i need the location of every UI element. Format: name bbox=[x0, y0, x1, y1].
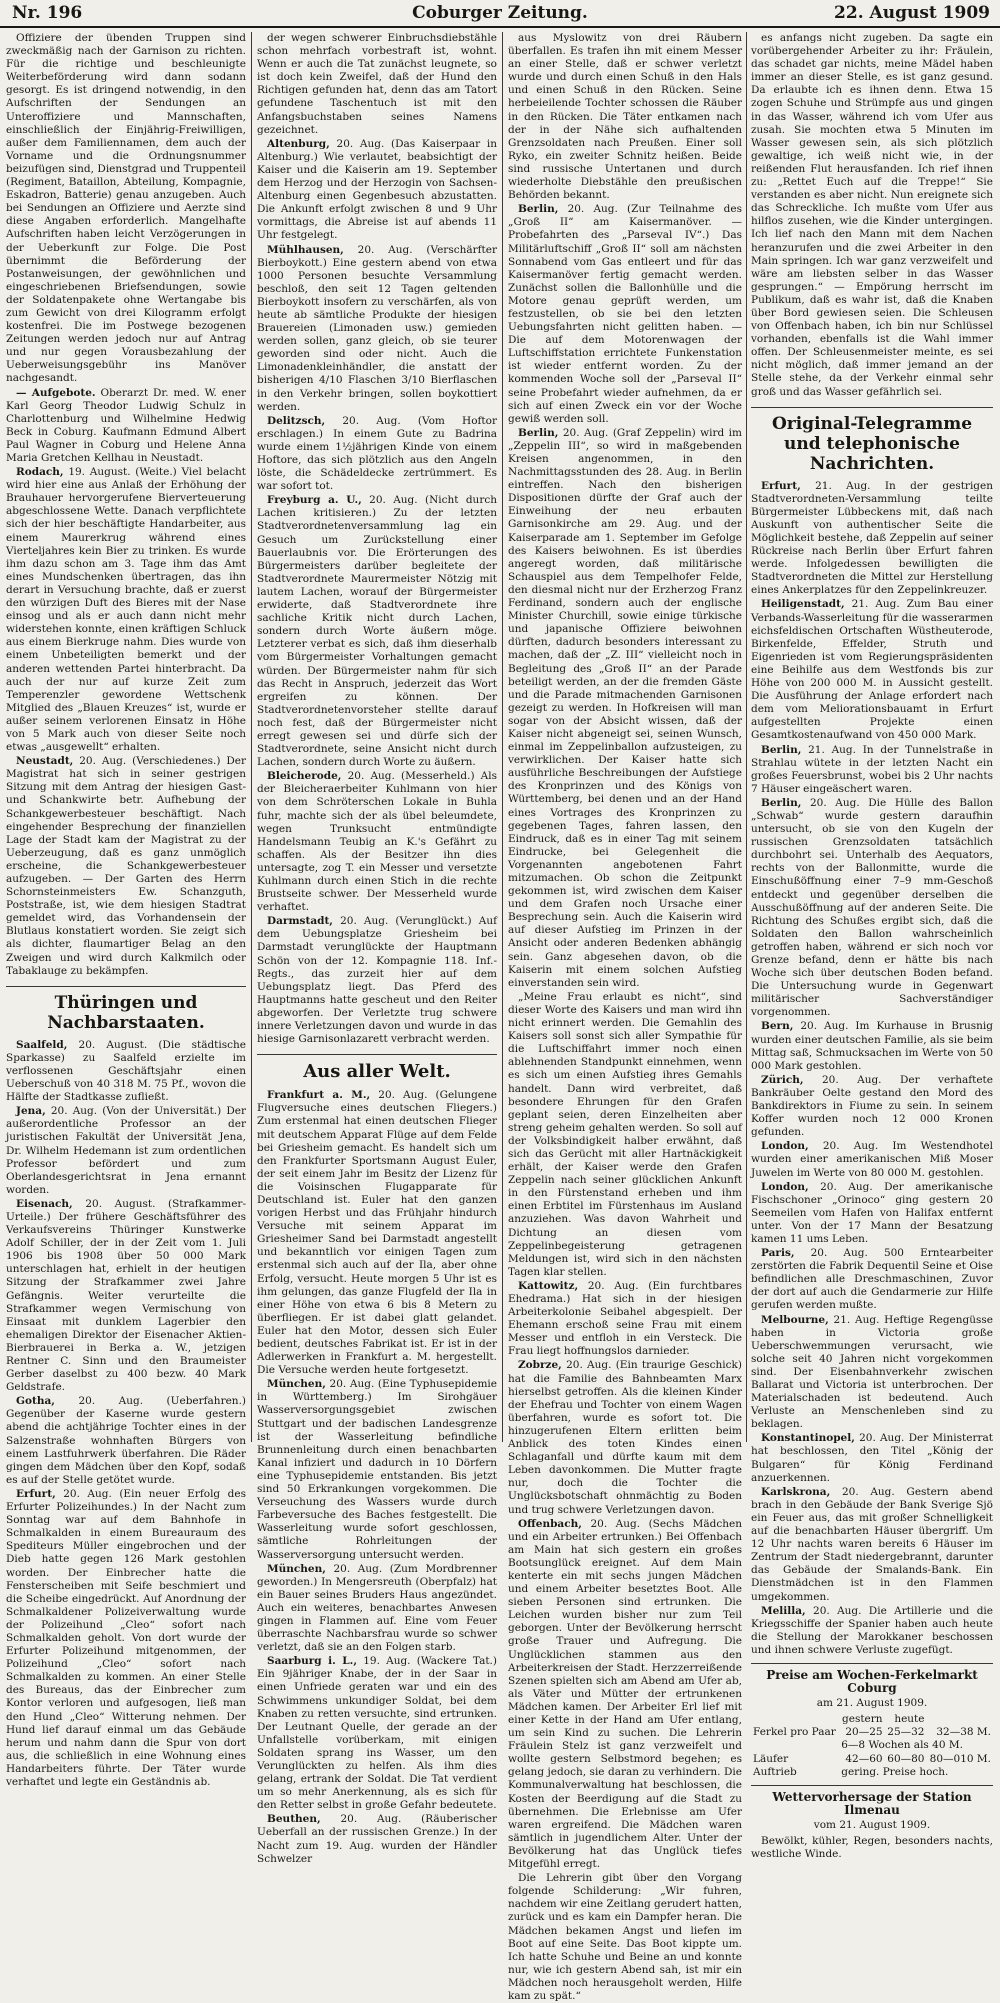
article-paragraph bbox=[257, 415, 497, 494]
article-dateline: Darmstadt, bbox=[267, 915, 333, 928]
article-paragraph bbox=[6, 755, 246, 978]
section-heading-thueringen: Thüringen und Nachbarstaaten. bbox=[6, 986, 246, 1033]
article-dateline: Erfurt, bbox=[761, 479, 801, 492]
article-paragraph bbox=[751, 1314, 993, 1432]
table-header-cell bbox=[927, 1713, 994, 1726]
issue-date: 22. August 1909 bbox=[834, 3, 990, 23]
article-text: 20. Aug. (Zur Teilnahme des „Groß II“ am Kaisermanöver. — Probefahrten des „Parseval IV“.) Das Militärluftschiff „Groß II“ soll am nächsten Sonnabend vom Gas entleert und für das Kaisermanöver fertig gemacht werden. Zunächst sollen die Ballonhülle und die Motore genau geprüft werden, um festzustellen, ob sie bei den letzten Uebungsfahrten nicht gelitten haben. — Die auf dem Motorenwagen der Luftschiffstation errichtete Funkenstation ist wieder entfernt worden. Zu der kommenden Woche soll der „Parseval II“ seine Probefahrt wieder aufnehmen, da er sich auf einen Zweck ein vor der Woche gewiß werden soll. bbox=[508, 203, 742, 425]
article-text: 21. Aug. Zum Bau einer Verbands-Wasserleitung für die wasserarmen eichsfeldischen Ortschaften Wüstheuterode, Birkenfelde, Effelder, Struth und Eigenrieden ist vom Regierungspräsidenten eine Beihilfe aus dem Westfonds bis zur Höhe von 200 000 M. in Aussicht gestellt. Die Ausführung der Anlage erfordert nach dem vom Meliorationsbauamt in Erfurt aufgestellten Projekte einen Gesamtkostenaufwand von 450 000 Mark. bbox=[751, 598, 994, 742]
article-text: 20. Aug. 500 Erntearbeiter zerstörten die Fabrik Dequentil Seine et Oise befindlichen alle Dreschmaschinen, Zuvor der dort auf auch die Gendarmerie zur Hilfe gerufen werden mußte. bbox=[751, 1247, 993, 1312]
article-dateline: Mühlhausen, bbox=[267, 243, 344, 256]
article-text: 20. Aug. (Nicht durch Lachen kritisieren.) Zu der letzten Stadtverordnetenversammlung lag ein Gesuch um Zurückstellung einer Bauerlaubnis vor. Die Erörterungen des Bürgermeisters darüber begleitete der Stadtverordnete Maurermeister Nötzig mit lautem Lachen, worauf der Bürgermeister erwiderte, daß Stadtverordnete ihre sachliche Kritik nicht durch Lachen, sondern durch Worte äußern möge. Letzterer verbat es sich, daß ihm dieserhalb vom Bürgermeister Vorhaltungen gemacht würden. Der Bürgermeister nahm für sich das Recht in Anspruch, jederzeit das Wort ergreifen zu können. Der Stadtverordnetenvorsteher stellte darauf noch fest, daß der Bürgermeister nicht erregt gewesen sei und dürfe sich der Stadtverordnete, seine Ansicht nicht durch Lachen, sondern durch Worte zu äußern. bbox=[257, 494, 497, 769]
article-paragraph bbox=[751, 1074, 993, 1139]
article-paragraph bbox=[751, 598, 993, 742]
article-paragraph: es anfangs nicht zugeben. Da sagte ein vorübergehender Arbeiter zu ihr: Fräulein, das schadet gar nichts, meine Mädel haben immer an dieser Stelle, es ist ganz gesund. Da erlaubte ich es ihnen denn. Etwa 15 zogen Schuhe und Strümpfe aus und gingen in das Wasser, während ich vom Ufer aus zusah. Sie mochten etwa 5 Minuten im Wasser gewesen sein, als sich plötzlich gewaltige, ich weiß nicht wie, in der reißenden Flut herausfanden. Ich rief ihnen zu: „Rettet Euch auf die Treppe!“ Sie verstanden es aber nicht. Nun ereignete sich das Schreckliche. Ich mußte vom Ufer aus hilflos zusehen, wie die Kinder untergingen. Ich lief nach den Mann mit dem Nachen heranzurufen und die zwei Arbeiter in den Main springen. Ich war ganz verzweifelt und wäre am liebsten selber in das Wasser gesprungen.“ — Empörung herrscht im Publikum, daß es wahr ist, daß die Knaben über Bord gewiesen seien. Die Schleusen von Offenbach haben, ich bin nur Schlüssel vorhanden, ebenfalls ist die Wahl immer offen. Der Schleusenmeister meinte, es sei nicht möglich, daß immer jemand an der Stelle stehe, da der Verkehr einmal sehr groß und das Wasser gefährlich sei. bbox=[751, 32, 993, 398]
article-text: 21. Aug. In der gestrigen Stadtverordneten-Versammlung teilte Bürgermeister Lübbeckens mit, daß nach Auskunft von authentischer Seite die Möglichkeit bestehe, daß Zeppelin auf seiner Rückreise nach Berlin über Erfurt fahren werde. Infolgedessen bewilligten die Stadtverordneten die Mittel zur Herstellung eines Ankerplatzes für den Zeppelinkreuzer. bbox=[751, 479, 994, 597]
article-dateline: Frankfurt a. M., bbox=[267, 1089, 371, 1102]
article-dateline: Kattowitz, bbox=[518, 1279, 579, 1292]
article-dateline: Zobrze, bbox=[518, 1359, 562, 1372]
table-header-cell: gestern bbox=[842, 1713, 883, 1726]
table-row bbox=[751, 1726, 993, 1739]
table-cell: 32—38 M. bbox=[936, 1726, 991, 1739]
article-text: 20. Aug. (Räuberischer Ueberfall an der russischen Grenze.) In der Nacht zum 19. Aug. wurden der Händler Schwelzer bbox=[257, 1813, 497, 1865]
article-paragraph bbox=[751, 480, 993, 598]
article-paragraph bbox=[6, 1105, 246, 1197]
table-header-row bbox=[751, 1713, 993, 1726]
article-dateline: Karlskrona, bbox=[761, 1485, 831, 1498]
article-paragraph: Die Lehrerin gibt über den Vorgang folgende Schilderung: „Wir fuhren, nachdem wir eine Zeitlang gerudert hatten, zurück und es kam ein Dampfer heran. Die Mädchen bekamen Angst und liefen im Boot auf eine Seite. Das Boot kippte um. Ich hatte Schuhe und Beine an und konnte nur, wie ich gestern Abend sah, ist mir ein Mädchen noch herausgeholt werden, Hilfe kam zu spät.“ bbox=[508, 1872, 743, 2002]
article-dateline: Heiligenstadt, bbox=[761, 598, 845, 611]
table-cell: 80—010 M. bbox=[929, 1752, 991, 1765]
article-text: 20. Aug. Die Hülle des Ballon „Schwab“ wurde gestern daraufhin untersucht, ob sie von den Kugeln der russischen Grenzsoldaten tatsächlich durchbohrt sei. Unterhalb des Aequators, rechts von der Ballonmitte, wurde die Einschußöffnung einer 7–9 mm-Geschoß entdeckt und gegenüber derselben die Ausschußöffnung auf der anderen Seite. Die Richtung des Schußes ergibt sich, daß die Soldaten den Ballon wahrscheinlich getroffen haben, während er sich noch vor Grenze befand, denn er hätte bis nach Woche sich über deutschen Boden befand. Die Untersuchung wurde in Gegenwart militärischer Sachverständiger vorgenommen. bbox=[751, 796, 994, 1019]
price-table bbox=[751, 1713, 993, 1778]
article-text: Oberarzt Dr. med. W. ener Karl Georg Theodor Ludwig Schulz in Charlottenburg und Wilhelmine Hedwig Beck in Coburg. Kaufmann Edmund Albert Paul Wagner in Coburg und Helene Anna Maria Gretchen Kellhau in Neustadt. bbox=[6, 386, 246, 464]
table-row bbox=[751, 1753, 993, 1766]
article-text: 20. Aug. (Zum Mordbrenner geworden.) In Mengersreuth (Oberpfalz) hat ein Bauer seines Bruders Haus angezündet. Auch ein weiteres, benachbartes Anwesen gingen in Flammen auf. Eine vom Feuer überraschte Nachbarsfrau wurde so schwer verletzt, daß sie an den Folgen starb. bbox=[257, 1562, 497, 1654]
article-dateline: Saarburg i. L., bbox=[267, 1655, 357, 1668]
article-paragraph bbox=[257, 244, 497, 414]
article-text: 20. Aug. (Verschärfter Bierboykott.) Eine gestern abend von etwa 1000 Personen besuchte Versammlung beschloß, den seit 12 Tagen geltenden Bierboykott insofern zu verschärfen, als von heute ab sämtliche Produkte der hiesigen Brauereien (Limonaden usw.) gemieden werden sollen, ganz gleich, ob sie teurer geworden sind oder nicht. Auch die Limonadenkleinhändler, die anstatt der bisherigen 4/10 Flaschen 3/10 Bierflaschen in den Verkehr bringen, sollen boykottiert werden. bbox=[257, 243, 497, 413]
article-paragraph bbox=[257, 1378, 497, 1561]
article-dateline: München, bbox=[267, 1562, 326, 1575]
article-paragraph: der wegen schwerer Einbruchsdiebstähle schon mehrfach vorbestraft ist, wohnt. Wenn er auch die Tat zunächst leugnete, so ist doch kein Zweifel, daß der Hund den Richtigen gefunden hat, denn das am Tatort gefundene Taschentuch ist mit den Anfangsbuchstaben seines Namens gezeichnet. bbox=[257, 32, 497, 136]
table-cell: 6—8 Wochen als 40 M. bbox=[841, 1739, 963, 1752]
article-paragraph bbox=[6, 1395, 246, 1487]
article-paragraph bbox=[257, 1655, 497, 1812]
article-paragraph bbox=[508, 203, 742, 426]
article-paragraph bbox=[751, 744, 993, 796]
article-paragraph bbox=[751, 1020, 993, 1072]
article-paragraph bbox=[6, 1488, 246, 1789]
weather-subtitle: vom 21. August 1909. bbox=[813, 1818, 931, 1831]
article-text: 20. Aug. Die Artillerie und die Kriegsschiffe der Spanier haben auch heute die Stellung der Marokkaner beschossen und ihnen schwere Verluste zugefügt. bbox=[751, 1604, 993, 1656]
article-dateline: Freyburg a. U., bbox=[267, 494, 362, 507]
article-dateline: Delitzsch, bbox=[267, 414, 326, 427]
table-cell: Auftrieb bbox=[753, 1765, 797, 1778]
article-paragraph bbox=[751, 1181, 993, 1246]
article-paragraph bbox=[508, 1359, 742, 1516]
article-paragraph bbox=[6, 1198, 246, 1394]
column-rule bbox=[251, 32, 252, 1442]
article-dateline: Eisenach, bbox=[16, 1197, 73, 1210]
column-2 bbox=[257, 32, 497, 1865]
article-dateline: Jena, bbox=[16, 1105, 46, 1118]
article-text: 20. August. (Die städtische Sparkasse) zu Saalfeld erzielte im verflossenen Geschäftsjahr einen Ueberschuß von 40 318 M. 75 Pf., wovon die Hälfte der Stadtkasse zufließt. bbox=[6, 1038, 246, 1104]
table-header-cell bbox=[751, 1713, 839, 1726]
table-cell: Ferkel pro Paar bbox=[753, 1726, 836, 1739]
article-dateline: Melilla, bbox=[761, 1604, 806, 1617]
article-text: 20. Aug. (Verunglückt.) Auf dem Uebungsplatze Griesheim bei Darmstadt verunglückte der Hauptmann Schön von der 12. Kompagnie 118. Inf.-Regts., das zurzeit hier auf dem Uebungsplatz liegt. Das Pferd des Hauptmanns hatte gescheut und den Reiter abgeworfen. Der Verletzte trug schwere innere Verletzungen davon und wurde in das hiesige Garnisonlazarett verbracht werden. bbox=[257, 915, 497, 1046]
article-dateline: London, bbox=[761, 1140, 809, 1153]
article-text: 20. Aug. Gestern abend brach in den Gebäude der Bank Sverige Sjö ein Feuer aus, das mit großer Schnelligkeit auf die benachbarten Häuser übergriff. Um 12 Uhr nachts waren bereits 6 Häuser im Zentrum der Stadt niedergebrannt, darunter das Gebäude der Smalands-Bank. Ein Dienstmädchen ist in den Flammen umgekommen. bbox=[751, 1485, 993, 1603]
article-paragraph bbox=[257, 138, 497, 243]
article-paragraph bbox=[508, 1280, 742, 1359]
column-1 bbox=[6, 32, 247, 1788]
article-text: 20. Aug. (Ein traurige Geschick) hat die Familie des Bahnbeamten Marx hierselbst getroffen. Als die kleinen Kinder der Ehefrau und Tochter von einem Wagen überfahren, wurde es sofort tot. Die hinzugerufenen Eltern erlitten beim Anblick des toten Kindes einen Schlaganfall und dürfte kaum mit dem Leben davonkommen. Die Mutter fragte nur, doch die Tochter die Unglücksbotschaft ohnmächtig zu Boden und trug schwere Verletzungen davon. bbox=[508, 1359, 742, 1516]
table-row bbox=[751, 1766, 993, 1779]
article-paragraph bbox=[751, 1432, 993, 1484]
article-dateline: Paris, bbox=[761, 1247, 795, 1260]
article-dateline: Berlin, bbox=[761, 743, 802, 756]
article-paragraph bbox=[257, 770, 497, 914]
article-text: 20. Aug. Im Westendhotel wurden einer amerikanischen Miß Moser Juwelen im Werte von 80 000 M. gestohlen. bbox=[751, 1140, 993, 1179]
article-dateline: Berlin, bbox=[518, 426, 559, 439]
article-text: 20. Aug. Der Ministerrat hat beschlossen, den Titel „König der Bulgaren“ für König Ferdinand anzuerkennen. bbox=[751, 1432, 993, 1484]
article-paragraph bbox=[751, 1486, 993, 1604]
article-paragraph: „Meine Frau erlaubt es nicht“, sind dieser Worte des Kaisers und man wird ihn nicht erinnert werden. Die Gemahlin des Kaisers soll sonst sich aller Sympathie für die Luftschiffahrt immer noch einen ablehnenden Standpunkt einnehmen, wenn es sich um einen Aufstieg ihres Gemahls handelt. Dann wird verbreitet, daß besondere Ehrungen für den Grafen geplant seien, deren Einzelheiten aber streng geheim gehalten werden. So soll auf der Volksbindigkeit halber erwähnt, daß sich das Gerücht mit aller Hartnäckigkeit erhält, der Kaiser werde den Grafen Zeppelin nach seiner glücklichen Ankunft in den Fürstenstand erheben und ihm einen Erbtitel im Fürstenhaus im Ausland anzuziehen. Was davon Wahrheit und Dichtung an diesen vom Zeppelinbegeisterung getragenen Meldungen ist, wird sich in den nächsten Tagen klar stellen. bbox=[508, 990, 742, 1278]
price-table-subtitle: am 21. August 1909. bbox=[816, 1697, 928, 1710]
article-paragraph bbox=[751, 1605, 993, 1657]
table-cell: 25—32 bbox=[887, 1726, 925, 1739]
article-paragraph bbox=[508, 427, 742, 990]
table-cell bbox=[751, 1739, 839, 1752]
article-text: 21. Aug. In der Tunnelstraße in Strahlau wütete in der letzten Nacht ein großes Feuersbrunst, wobei bis 2 Uhr nachts 7 Häuser eingeäschert waren. bbox=[751, 743, 993, 795]
article-paragraph: Offiziere der übenden Truppen sind zweckmäßig nach der Garnison zu richten. Für die richtige und beschleunigte Weiterbeförderung wird dann sodann gesorgt. Es ist dringend notwendig, in den Aufschriften der Sendungen an Unteroffiziere und Mannschaften, einschließlich der Einjährig-Freiwilligen, außer dem Familiennamen, dem auch der Vorname und die Ordnungsnummer beizufügen sind, Dienstgrad und Truppenteil (Regiment, Bataillon, Abteilung, Kompagnie, Eskadron, Batterie) genau anzugeben. Auch bei Sendungen an Offiziere und Aerzte sind diese Angaben erforderlich. Mangelhafte Aufschriften haben leicht Verzögerungen in der Ueberkunft zur Folge. Die Post übernimmt die Beförderung der Postanweisungen, der gewöhnlichen und eingeschriebenen Briefsendungen, sowie der Soldatenpakete ohne Wertangabe bis zum Gewicht von drei Kilogramm erfolgt kostenfrei. Die im Postwege bezogenen Zeitungen werden jedoch nur auf Antrag und nur gegen Vorausbezahlung der Ueberweisungsgebühr ins Manöver nachgesandt. bbox=[6, 32, 246, 385]
article-paragraph bbox=[257, 494, 497, 769]
table-cell: 20—25 bbox=[845, 1726, 883, 1739]
column-rule bbox=[502, 32, 503, 1442]
article-paragraph bbox=[257, 1089, 497, 1377]
article-dateline: Erfurt, bbox=[16, 1487, 56, 1500]
article-text: 20. Aug. (Sechs Mädchen und ein Arbeiter ertrunken.) Bei Offenbach am Main hat sich gestern ein großes Bootsunglück ereignet. Auf dem Main kenterte ein mit sechs jungen Mädchen und einem Arbeiter besetztes Boot. Alle sieben Personen sind ertrunken. Die Leichen wurden bisher nur zum Teil geborgen. Unter der Bevölkerung herrscht große Trauer und Aufregung. Die Unglücklichen stammen aus den Arbeiterkreisen der Stadt. Herzzerreißende Szenen spielten sich am Abend am Ufer ab, als Väter und Mütter der ertrunkenen Mädchen kamen. Der Arbeiter Erl lief mit einer Kette in der Hand am Ufer entlang, um sein Kind zu suchen. Die Lehrerin Fräulein Stelz ist ganz verzweifelt und wollte gestern Selbstmord begehen; es gelang jedoch, sie daran zu verhindern. Die Kommunalverwaltung hat beschlossen, die Kosten der Beerdigung auf die Stadt zu übernehmen. Die Erlebnisse am Ufer waren ergreifend. Die Mädchen waren sämtlich in jugendlichem Alter. Unter der Bevölkerung hat das Unglück tiefes Mitgefühl erregt. bbox=[508, 1517, 742, 1871]
article-text: 20. Aug. (Das Kaiserpaar in Altenburg.) Wie verlautet, beabsichtigt der Kaiser und die Kaiserin am 19. September dem Herzog und der Herzogin von Sachsen-Altenburg einen Gegenbesuch abzustatten. Die Ankunft erfolgt zwischen 8 und 9 Uhr vormittags, die Abreise ist auf abends 11 Uhr festgelegt. bbox=[257, 137, 497, 242]
article-paragraph bbox=[257, 1563, 497, 1655]
article-paragraph bbox=[6, 387, 246, 466]
article-dateline: Bern, bbox=[761, 1020, 794, 1033]
article-text: 20. Aug. (Von der Universität.) Der außerordentliche Professor an der juristischen Fakultät der Universität Jena, Dr. Wilhelm Hedemann ist zum ordentlichen Professor befördert und zum Oberlandesgerichtsrat in Jena ernannt worden. bbox=[6, 1105, 246, 1196]
article-text: 20. Aug. (Ein neuer Erfolg des Erfurter Polizeihundes.) In der Nacht zum Sonntag war auf dem Bahnhofe in Schmalkalden in einem Bureauraum des Spediteurs Müller eingebrochen und der Dieb hatte gegen 126 Mark gestohlen worden. Der Einbrecher hatte die Fensterscheiben mit Seife beschmiert und die Scheibe eingedrückt. Auf Anordnung der Schmalkaldener Polizeiverwaltung wurde der Polizeihund „Cleo“ sofort nach Schmalkalden geholt. Von dort wurde der Erfurter Polizeihund mitgenommen, der Polizeihund „Cleo“ sofort nach Schmalkalden zu kommen. An einer Stelle des Bureaus, das der Einbrecher zum Kontor verloren und aufgesogen, ließ man den Hund „Cleo“ Witterung nehmen. Der Hund lief darauf einmal um das Gebäude herum und nahm dann die Spur von dort aus, die schließlich in eine Wohnung eines Handarbeiters führte. Der Täter wurde verhaftet und legte ein Geständnis ab. bbox=[6, 1487, 246, 1788]
article-paragraph bbox=[508, 1518, 742, 1872]
article-paragraph bbox=[6, 466, 246, 754]
article-dateline: Rodach, bbox=[16, 466, 64, 479]
article-text: 19. August. (Weite.) Viel belacht wird hier eine aus Anlaß der Erhöhung der Brauhauer hervorgerufene Bierverteuerung abgeschlossene Wette. Danach verpflichtete sich der hier beschäftigte Handarbeiter, aus einem Maurerkrug während eines Vierteljahres kein Bier zu trinken. Es wurde ihm dazu schon am 3. Tage ihm das Amt eines Mundschenken übertragen, das ihn derart in Versuchung brachte, daß er zuerst den würzigen Duft des Bieres mit der Nase einsog und als er auch dann nicht mehr widerstehen konnte, einen kräftigen Schluck aus einem Bierkruge nahm. Dies wurde von einem Unbeteiligten bemerkt und der anderen wettenden Partei hinterbracht. Da auch der nur auf kurze Zeit zum Temperenzler gewordene Wettschenk Mitglied des „Blauen Kreuzes“ ist, wurde er außer seinem verlorenen Einsatz in Höhe von 5 Mark auch von dieser Seite noch etwas „ausgewellt“ erhalten. bbox=[6, 466, 246, 754]
table-row bbox=[751, 1739, 993, 1752]
table-cell: 42—60 bbox=[845, 1752, 883, 1765]
article-dateline: Altenburg, bbox=[267, 137, 330, 150]
article-dateline: Beuthen, bbox=[267, 1813, 321, 1826]
article-paragraph: aus Myslowitz von drei Räubern überfallen. Es trafen ihn mit einem Messer an einer Stelle, daß er schwer verletzt wurde und durch einen Schuß in den Hals und einen Schuß in den Rücken. Seine herbeieilende Tochter schossen die Räuber in den Rücken. Die Täter entkamen nach der in der Nähe sich aufhaltenden Grenzsoldaten nach Preußen. Einer soll Ryko, ein zweiter Schnitz heißen. Beide sind russische Untertanen und durch wiederholte Diebstähle den preußischen Behörden bekannt. bbox=[508, 32, 742, 202]
article-text: 20. Aug. (Graf Zeppelin) wird im „Zeppelin III“, so wird in maßgebenden Kreisen angenommen, in den Nachmittagsstunden des 28. Aug. in Berlin eintreffen. Nach den bisherigen Dispositionen dürfte der Graf auch der Einweihung der neu erbauten Garnisonkirche am 29. Aug. und der Kaiserparade am 1. September im Gefolge des Kaisers beiwohnen. Es ist überdies angeregt worden, daß militärische Schauspiel aus dem Tempelhofer Felde, den diesmal nicht nur der Erzherzog Franz Ferdinand, sondern auch der englische Minister Churchill, sowie einige türkische und japanische Offiziere beiwohnen dürften, dadurch besonders interessant zu machen, daß der „Z. III“ vielleicht noch in Begleitung des „Groß II“ an der Parade beteiligt werden, an der die fremden Gäste und die Parade mitmachenden Garnisonen gezeigt zu werden. In Hofkreisen will man sogar von der Absicht wissen, daß der Kaiser nicht abgeneigt sei, seinen Wunsch, einmal im Zeppelinballon aufzusteigen, zu verwirklichen. Der Kaiser hatte sich ausführliche Beschreibungen der Aufstiege des Kronprinzen und des Königs von Württemberg, bei denen und an der Hand eines Vortrages des Kronprinzen zu gegebenen Tages, fahren lassen, den Eindruck, daß es in einer Tag mit seinem Eindrucke, bei Gelegenheit die Vorgenannten angebotenen Fahrt mitzumachen. Ob schon die Zeitpunkt gekommen ist, wird zwischen dem Kaiser und dem Grafen noch Ursache einer Besprechung sein. Auch die Kaiserin wird auf dieser Aufstieg im Prinzen in der Ansicht oder anderen Bedenken abhängig sein. Ganz abgesehen davon, ob die Kaiserin mit einem solchen Aufstieg einverstanden sein wird. bbox=[508, 426, 742, 989]
article-paragraph bbox=[257, 915, 497, 1046]
article-text: 20. Aug. (Gelungene Flugversuche eines deutschen Fliegers.) Zum erstenmal hat einen deutschen Flieger mit deutschem Apparat Flüge auf dem Felde bei Griesheim gemacht. Es handelt sich um den Frankfurter Sportsmann August Euler, der seit einem Jahr im Besitz der Lizenz für die Voisinschen Flugapparate für Deutschland ist. Euler hat den ganzen vorigen Herbst und das Frühjahr hindurch Versuche mit seinem Apparat im Griesheimer Sand bei Darmstadt angestellt und bekanntlich vor einigen Tagen zum erstenmal sich auch auf der Ila, aber ohne Erfolg, versucht. Heute morgen 5 Uhr ist es ihm gelungen, das ganze Flugfeld der Ila in einer Höhe von etwa 6 bis 8 Metern zu überfliegen. Er ist dabei glatt gelandet. Euler hat den Motor, dessen sich Euler bedient, deutsches Fabrikat ist. Er ist in der Adlerwerken in Frankfurt a. M. hergestellt. Die Versuche werden heute fortgesetzt. bbox=[257, 1089, 497, 1377]
article-paragraph bbox=[6, 1039, 246, 1104]
article-text: 20. Aug. (Verschiedenes.) Der Magistrat hat sich in seiner gestrigen Sitzung mit dem Antrag der hiesigen Gast- und Schankwirte betr. Aufhebung der Schankgewerbesteuer beschäftigt. Nach eingehender Besprechung der finanziellen Lage der Stadt kam der Magistrat zu der Ueberzeugung, daß es ganz unmöglich erscheine, die Schankgewerbesteuer aufzugeben. — Der Garten des Herrn Schornsteinmeisters Ew. Schanzguth, Poststraße, ist, wie dem hiesigen Stadtrat gemeldet wird, das Vorhandensein der Blutlaus konstatiert worden. Sie zeigt sich als dichter, flaumartiger Belag an den Zweigen und wird durch Kalkmilch oder Tabaklauge zu bekämpfen. bbox=[6, 755, 246, 977]
article-paragraph bbox=[257, 1813, 497, 1865]
article-paragraph bbox=[751, 1247, 993, 1312]
column-rule bbox=[746, 32, 747, 1442]
issue-number: Nr. 196 bbox=[12, 3, 83, 23]
article-text: 20. Aug. (Messerheld.) Als der Bleicheraerbeiter Kuhlmann von hier von dem Schröterschen Lokale in Buhla fuhr, machte sich der als übel beleumdete, wegen Trunksucht entmündigte Handelsmann Teubig an K.'s Gefährt zu schaffen. Als der Besitzer ihn dies untersagte, zog T. ein Messer und versetzte Kuhlmann durch einen Stich in die rechte Brustseite schwer. Der Messerheld wurde verhaftet. bbox=[257, 770, 497, 914]
article-text: 20. Aug. Im Kurhause in Brusnig wurden einer deutschen Familie, als sie beim Mittag saß, Schmucksachen im Werte von 50 000 Mark gestohlen. bbox=[751, 1020, 993, 1072]
article-paragraph bbox=[751, 797, 993, 1020]
section-heading-aus-aller-welt: Aus aller Welt. bbox=[257, 1054, 497, 1083]
article-text: 20. Aug. (Ein furchtbares Ehedrama.) Hat sich in der hiesigen Arbeiterkolonie Seibahel abgespielt. Der Ehemann erschoß seine Frau mit einem Messer und entfloh in ein Versteck. Die Frau liegt hoffnungslos darnieder. bbox=[508, 1279, 742, 1358]
table-cell: 60—80 bbox=[887, 1752, 925, 1765]
article-dateline: Zürich, bbox=[761, 1073, 804, 1086]
table-cell: gering. Preise hoch. bbox=[841, 1765, 949, 1778]
article-dateline: Neustadt, bbox=[16, 755, 74, 768]
weather-title: Wettervorhersage der Station Ilmenau bbox=[751, 1785, 993, 1817]
article-dateline: Melbourne, bbox=[761, 1313, 829, 1326]
table-cell: Läufer bbox=[753, 1752, 789, 1765]
article-text: 21. Aug. Heftige Regengüsse haben in Victoria große Ueberschwemmungen verursacht, wie solche seit 40 Jahren nicht vorgekommen sind. Der Eisenbahnverkehr zwischen Ballarat und Victoria ist unterbrochen. Der Materialschaden ist bedeutend. Auch Verluste an Menschenleben sind zu beklagen. bbox=[751, 1313, 993, 1431]
column-4 bbox=[751, 32, 994, 1861]
article-text: 20. Aug. (Eine Typhusepidemie in Württemberg.) Im Sirohgäuer Wasserversorgungsgebiet zwischen Stuttgart und der badischen Landesgrenze ist der Wasserleitung befindliche Brunnenleitung durch einen benachbarten Kanal infiziert und dadurch in 10 Dörfern eine Typhusepidemie entstanden. Bis jetzt sind 50 Erkrankungen vorgekommen. Die Verseuchung des Wassers wurde durch Farbeversuche des Baches festgestellt. Die Wasserleitung wurde sofort geschlossen, sämtliche Rohrleitungen der Wasserversorgung untersucht werden. bbox=[257, 1378, 497, 1561]
article-text: 19. Aug. (Wackere Tat.) Ein 9jähriger Knabe, der in der Saar in einen Unfriede geraten war und ein des Schwimmens unkundiger Soldat, bei dem Knaben zu retten versuchte, sind ertrunken. Der Leutnant Quelle, der gerade an der Unfallstelle vorüberkam, mit einigen Soldaten sprang ins Wasser, um den Verunglückten zu helfen. Als ihm dies gelang, ertrank der Soldat. Die Tat verdient um so mehr Anerkennung, als es sich für den Retter selbst in große Gefahr bedeutete. bbox=[257, 1655, 497, 1812]
article-dateline: Saalfeld, bbox=[16, 1038, 68, 1051]
article-dateline: Berlin, bbox=[761, 796, 802, 809]
article-dateline: München, bbox=[267, 1378, 326, 1391]
newspaper-title: Coburger Zeitung. bbox=[412, 3, 588, 23]
masthead bbox=[0, 0, 1000, 28]
article-text: 20. Aug. Der verhaftete Bankräuber Oelte gestand den Mord des Bankdirektors in Fiume zu sein. In seinem Koffer wurden noch 12 000 Kronen gefunden. bbox=[751, 1073, 993, 1139]
section-heading-telegramme: Original-Telegramme und telephonische Nachrichten. bbox=[751, 407, 993, 474]
article-dateline: London, bbox=[761, 1180, 809, 1193]
article-text: 20. August. (Strafkammer-Urteile.) Der frühere Geschäftsführer des Verkaufsvereins Thüringer Kunstwerke Adolf Schiller, der in der Zeit vom 1. Juli 1906 bis 1908 über 50 000 Mark unterschlagen hat, erhielt in der heutigen Sitzung der Strafkammer zwei Jahre Gefängnis. Weiter verurteilte die Strafkammer wegen Vermischung von Einsaat mit dunklem Lagerbier den ehemaligen Direktor der Eisenacher Aktien-Bierbrauerei in Berka a. W., jetzigen Rentner C. Sinn und den Braumeister Gerber daselbst zu 400 bezw. 40 Mark Geldstrafe. bbox=[6, 1197, 246, 1394]
article-text: 20. Aug. Der amerikanische Fischschoner „Orinoco“ ging gestern 20 Seemeilen vom Hafen von Halifax entfernt unter. Von der 17 Mann der Besatzung kamen 11 ums Leben. bbox=[751, 1180, 993, 1245]
price-table-title: Preise am Wochen-Ferkelmarkt Coburg bbox=[751, 1663, 993, 1695]
article-dateline: Gotha, bbox=[16, 1395, 55, 1408]
article-dateline: Konstantinopel, bbox=[761, 1432, 855, 1445]
article-dateline: Bleicherode, bbox=[267, 770, 342, 783]
article-text: 20. Aug. (Vom Hoftor erschlagen.) In einem Gute zu Badrina wurde einem 1½jährigen Kinde von einem Hoftore, das sich plötzlich aus den Angeln löste, die Schädeldecke zertrümmert. Es war sofort tot. bbox=[257, 414, 497, 493]
article-dateline: — Aufgebote. bbox=[16, 386, 96, 399]
table-header-cell: heute bbox=[894, 1713, 925, 1726]
column-3 bbox=[508, 32, 743, 2002]
article-paragraph bbox=[751, 1140, 993, 1179]
article-text: 20. Aug. (Ueberfahren.) Gegenüber der Kaserne wurde gestern abend die achtjährige Tochter eines in der Salzenstraße wohnhaften Bürgers von einem Lastfuhrwerk überfahren. Die Räder gingen dem Mädchen über den Kopf, sodaß es auf der Stelle getötet wurde. bbox=[6, 1395, 247, 1486]
article-dateline: Berlin, bbox=[518, 203, 559, 216]
article-dateline: Offenbach, bbox=[518, 1517, 582, 1530]
weather-text: Bewölkt, kühler, Regen, besonders nachts, westliche Winde. bbox=[751, 1835, 993, 1861]
